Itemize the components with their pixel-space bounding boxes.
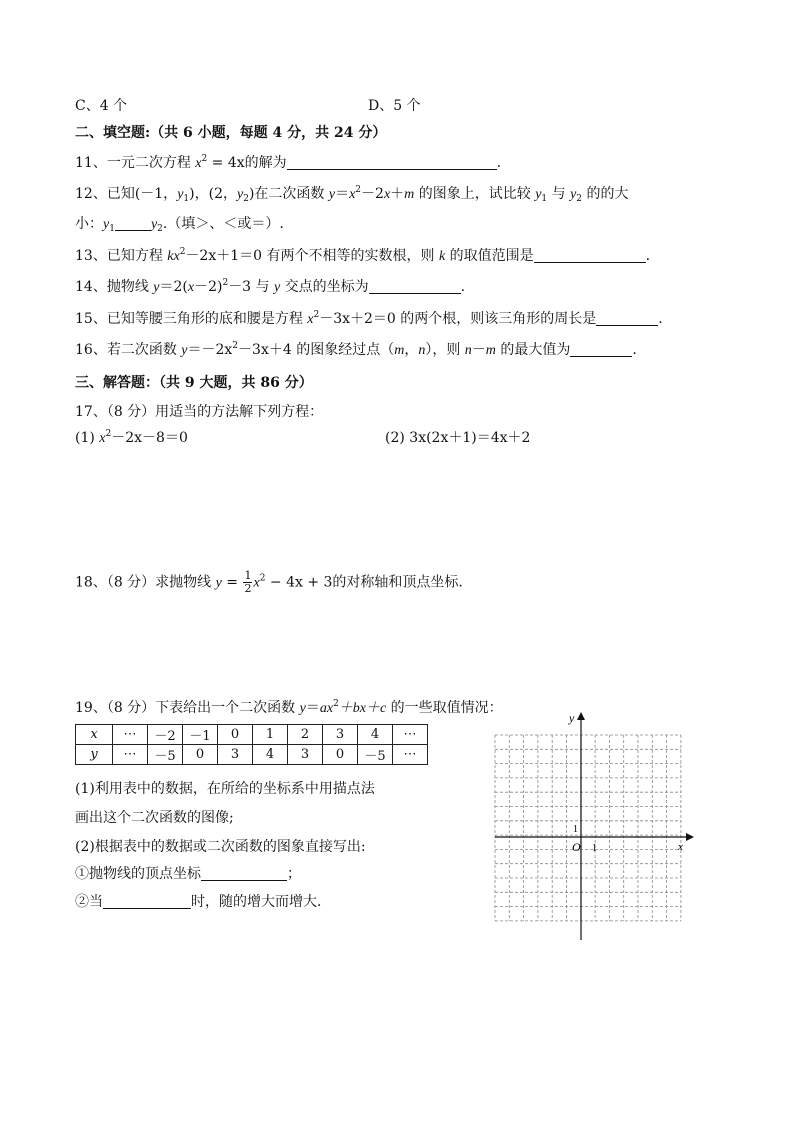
y-axis-arrow-icon	[577, 712, 585, 720]
y-axis-label: y	[569, 711, 575, 725]
fraction-half: $\frac{1}{2}$	[244, 569, 252, 595]
question-19-part3: ①抛物线的顶点坐标 ；	[75, 866, 301, 882]
x-axis-label: x	[678, 841, 683, 853]
table-cell: －1	[183, 725, 218, 745]
table-cell: －5	[148, 745, 183, 765]
compare-blank[interactable]	[115, 215, 151, 231]
table-cell: ⋯	[113, 725, 148, 745]
question-17-part2: (2) 3x(2x＋1)＝4x＋2	[385, 430, 531, 446]
question-19-part1b: 画出这个二次函数的图像;	[75, 810, 234, 826]
question-19: 19、（8 分）下表给出一个二次函数 $y=ax^2+bx+c$ 的一些取值情况：	[75, 699, 503, 716]
answer-blank[interactable]	[570, 341, 632, 357]
table-cell: 1	[253, 725, 288, 745]
question-17-part1: (1) $x^2-2x-8=0$	[75, 429, 188, 446]
table-cell: ⋯	[393, 745, 428, 765]
table-cell: －5	[358, 745, 393, 765]
question-13: 13、已知方程 $kx^2-2x+1=0$ 有两个不相等的实数根，则 k 的取值范围是 .	[75, 247, 651, 264]
answer-blank[interactable]	[534, 247, 646, 263]
table-cell: 2	[288, 725, 323, 745]
table-cell: 4	[358, 725, 393, 745]
question-15: 15、已知等腰三角形的底和腰是方程 $x^2-3x+2=0$ 的两个根，则该三角形的周长是 .	[75, 310, 663, 327]
table-cell: ⋯	[113, 745, 148, 765]
question-14: 14、抛物线 $y=2(x-2)^2-3$ 与 y 交点的坐标为 .	[75, 278, 466, 295]
answer-blank[interactable]	[369, 278, 461, 294]
table-cell: 0	[323, 745, 358, 765]
table-header-y: y	[76, 745, 113, 765]
option-c: C、4 个	[75, 98, 128, 114]
table-cell: 0	[183, 745, 218, 765]
table-cell: 3	[288, 745, 323, 765]
question-19-part4: ②当 时，随的增大而增大.	[75, 894, 322, 910]
question-11: 11、一元二次方程 $x^2 = 4x$的解为 .	[75, 154, 502, 171]
answer-blank[interactable]	[287, 154, 497, 170]
section-2-title: 二、填空题:（共 6 小题，每题 4 分，共 24 分）	[75, 125, 387, 141]
option-d: D、5 个	[368, 98, 421, 114]
table-cell: 0	[218, 725, 253, 745]
question-16: 16、若二次函数 $y=-2x^2-3x+4$ 的图象经过点（m，n），则 n－m 的最大值为 .	[75, 341, 637, 358]
table-cell: 3	[218, 745, 253, 765]
question-19-part1: (1)利用表中的数据，在所给的坐标系中用描点法	[75, 781, 375, 797]
table-cell: －2	[148, 725, 183, 745]
coordinate-grid	[485, 706, 695, 946]
origin-label: O	[572, 840, 581, 854]
table-row-y	[76, 745, 428, 765]
x-axis-arrow-icon	[686, 833, 694, 841]
values-table	[75, 724, 428, 765]
table-row-x	[76, 725, 428, 745]
question-17: 17、（8 分）用适当的方法解下列方程：	[75, 404, 324, 420]
table-cell: ⋯	[393, 725, 428, 745]
section-3-title: 三、解答题：（共 9 大题，共 86 分）	[75, 375, 313, 391]
table-header-x: x	[76, 725, 113, 745]
grid-lines	[495, 735, 681, 921]
question-18: 18、（8 分）求抛物线 y = $\frac{1}{2}$ $x^2 - 4x + 3$的对称轴和顶点坐标.	[75, 569, 463, 595]
unit-y-label: 1	[573, 824, 578, 835]
answer-blank[interactable]	[201, 865, 287, 881]
table-cell: 3	[323, 725, 358, 745]
table-cell: 4	[253, 745, 288, 765]
answer-blank[interactable]	[103, 893, 191, 909]
unit-x-label: 1	[592, 843, 597, 854]
question-12-line2: 小：$y_1$ $y_2$.（填＞、＜或＝）.	[75, 216, 284, 234]
question-12: 12、已知(－1，$y_1$)，(2，$y_2$)在二次函数 $y=x^2-2x+m$ 的图象上，试比较 $y_1$ 与 $y_2$ 的的大	[75, 185, 629, 204]
question-19-part2: (2)根据表中的数据或二次函数的图象直接写出:	[75, 839, 366, 855]
answer-blank[interactable]	[596, 310, 658, 326]
